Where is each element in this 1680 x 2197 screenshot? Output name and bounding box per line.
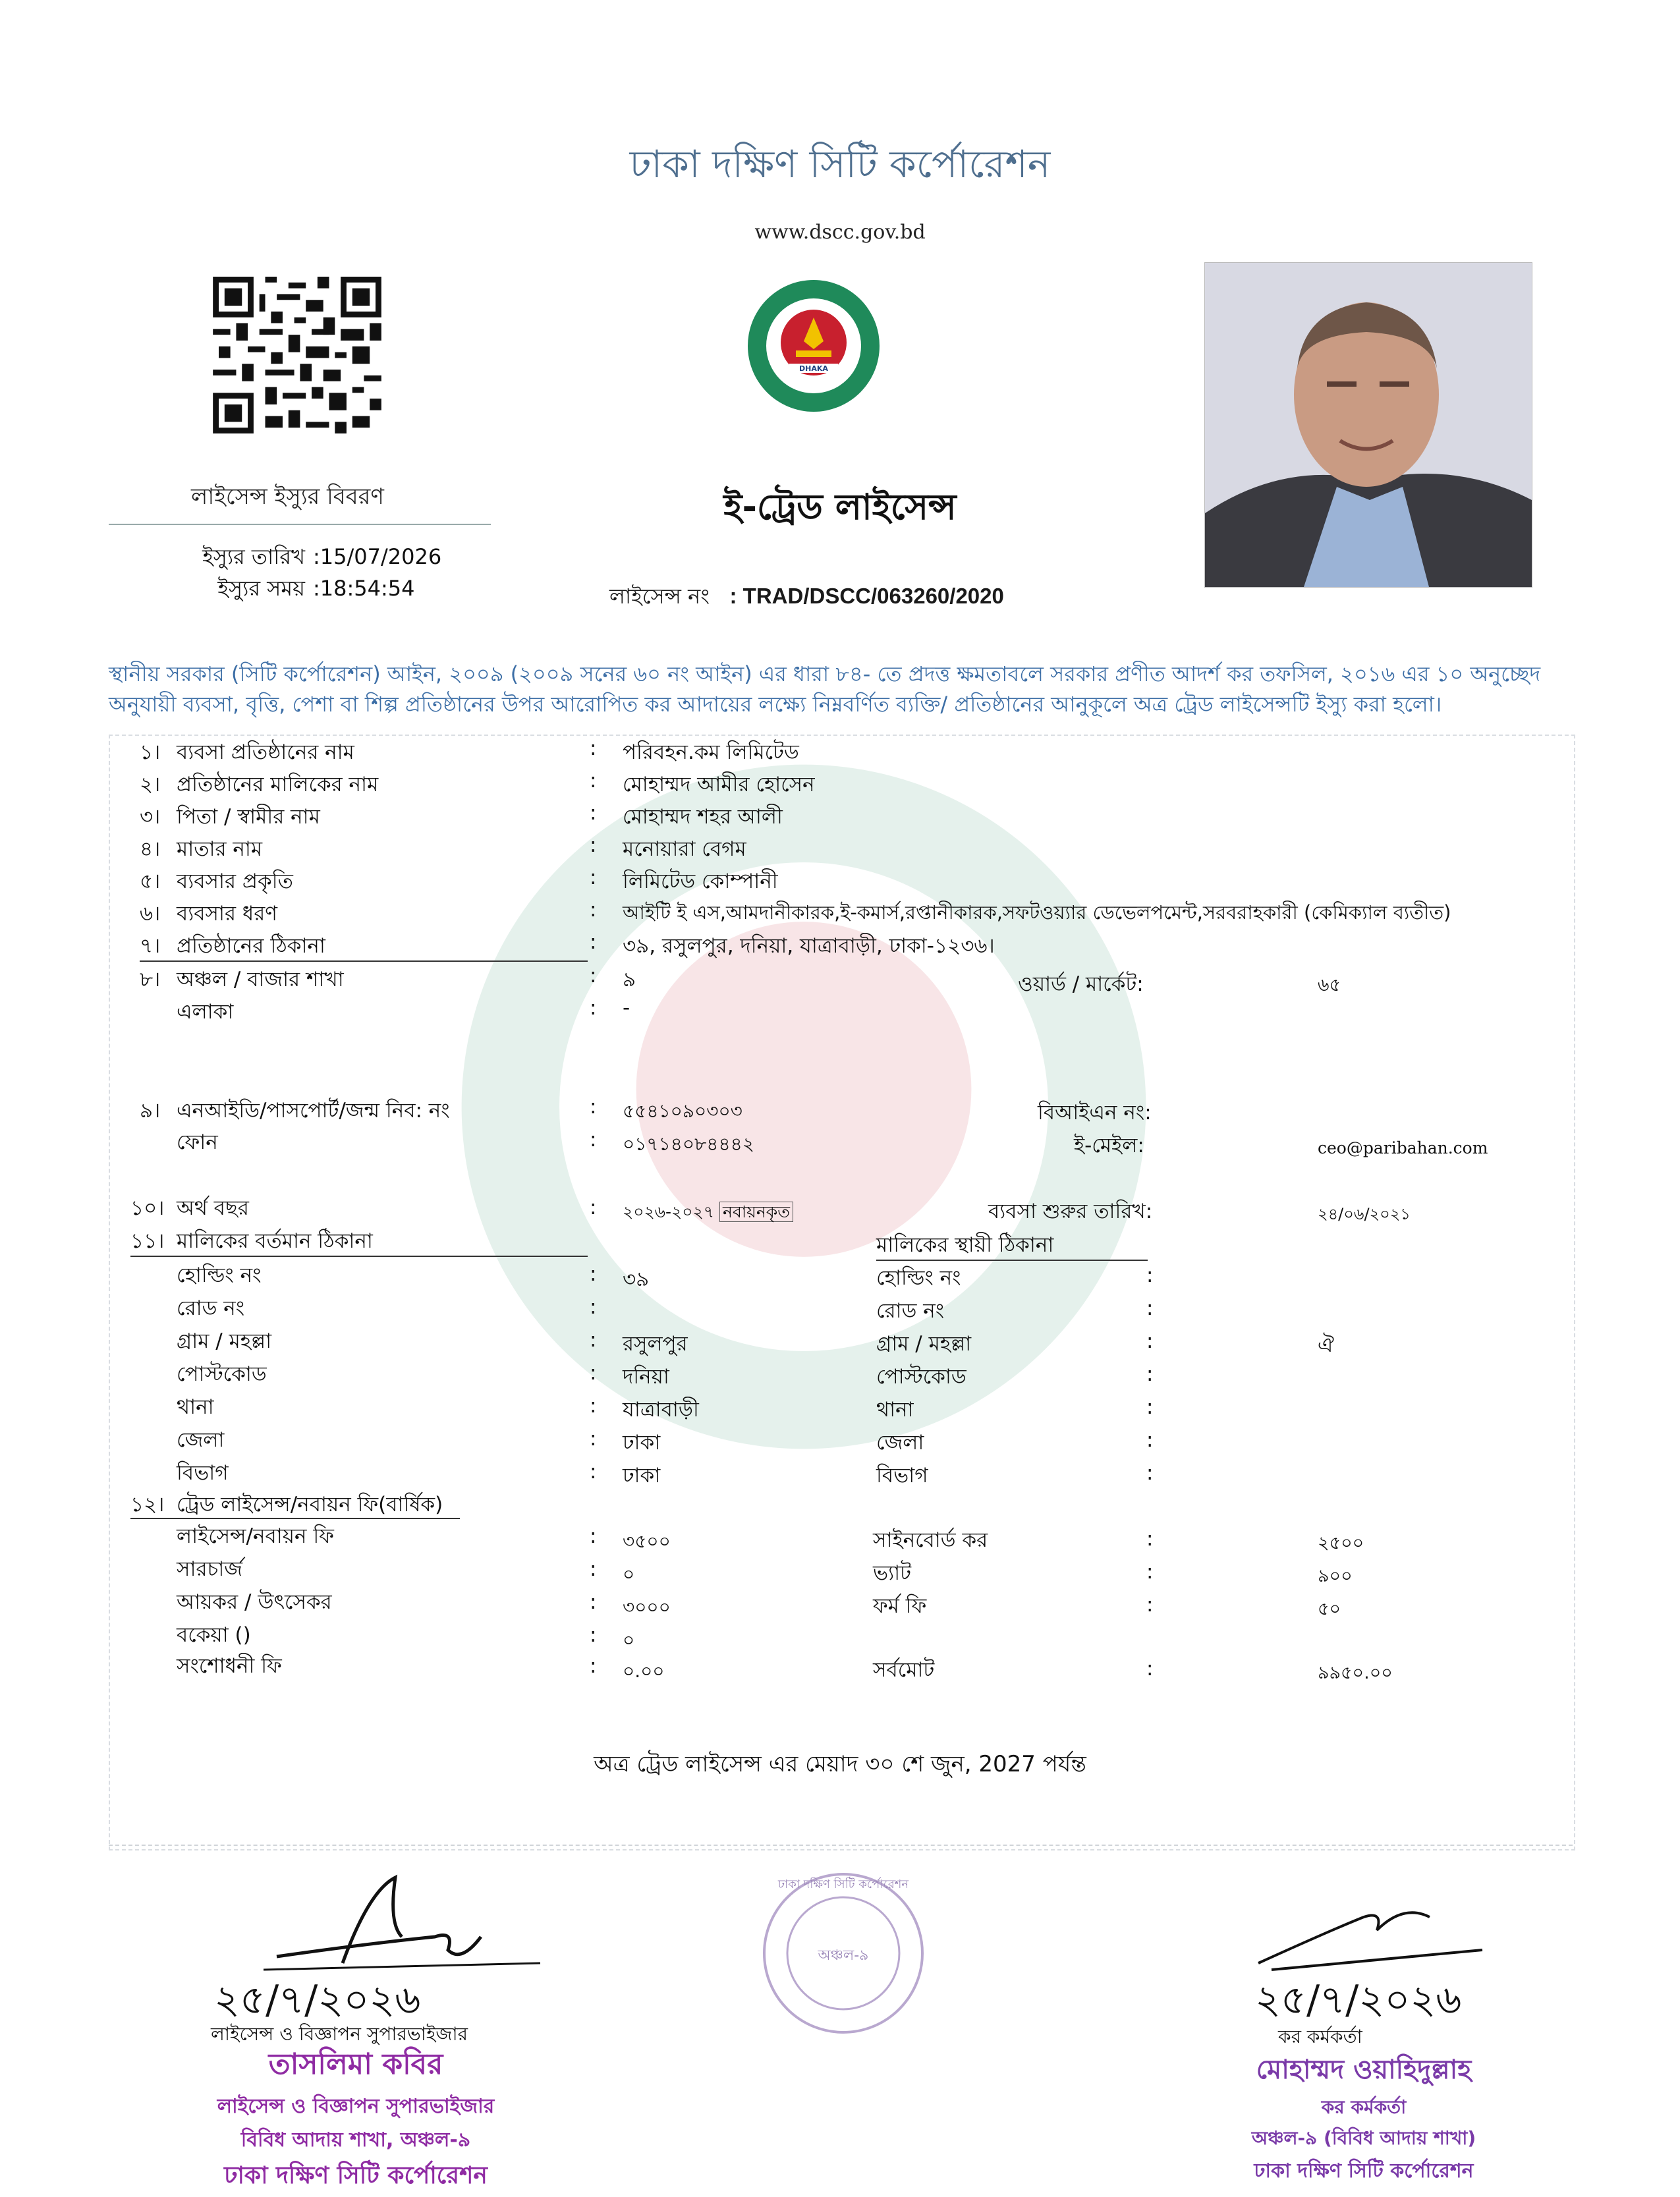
fee-license-value: ৩৫০০ [623,1530,671,1552]
addr-division-label: বিভাগ [177,1461,229,1485]
row3-colon: : [590,801,597,825]
row8-label: অঞ্চল / বাজার শাখা [177,968,344,991]
addr-road-colon: : [590,1295,597,1319]
email-value: ceo@paribahan.com [1318,1138,1488,1157]
seal-text: ঢাকা দক্ষিণ সিটি কর্পোরেশন [777,1877,909,1891]
row1-value: পরিবহন.কম লিমিটেড [623,740,799,764]
fee-license-colon: : [590,1524,597,1548]
fee-signboard-value: ২৫০০ [1318,1533,1364,1553]
right-officer-org: ঢাকা দক্ষিণ সিটি কর্পোরেশন [1254,2159,1474,2183]
issue-time-row [137,572,415,607]
email-label: ই-মেইল: [1074,1134,1144,1157]
row1-label: ব্যবসা প্রতিষ্ঠানের নাম [177,740,354,764]
row2-value: মোহাম্মদ আমীর হোসেন [623,773,815,796]
addr-village-colon: : [590,1328,597,1352]
left-officer-stamp [191,2042,520,2197]
row7-colon: : [590,930,597,954]
addr-road-label-perm: রোড নং [876,1299,945,1323]
addr-village-label: গ্রাম / মহল্লা [177,1329,272,1353]
fee-arrears-value: ০ [623,1629,635,1651]
renewal-note: নবায়নকৃত [719,1202,793,1222]
fee-arrears-label: বকেয়া () [177,1623,251,1647]
addr-village-label-perm: গ্রাম / মহল্লা [876,1332,972,1356]
row5-num: ৫। [140,870,161,893]
row6-label: ব্যবসার ধরণ [177,902,278,926]
addr-division-colon: : [590,1460,597,1484]
left-officer-org: ঢাকা দক্ষিণ সিটি কর্পোরেশন [224,2162,488,2189]
fee-total-colon: : [1146,1657,1154,1681]
addr-division-present: ঢাকা [623,1464,661,1488]
row2-colon: : [590,769,597,793]
fee-amendment-colon: : [590,1654,597,1678]
addr-thana-present: যাত্রাবাড়ী [623,1398,699,1422]
license-number-row [609,580,1004,615]
row4-num: ৪। [140,837,161,861]
row7-label: প্রতিষ্ঠানের ঠিকানা [177,934,325,958]
right-officer-branch: অঞ্চল-৯ (বিবিধ আদায় শাখা) [1251,2127,1476,2149]
area-label: এলাকা [177,1000,234,1024]
permanent-address-heading: মালিকের স্থায়ী ঠিকানা [876,1233,1054,1257]
addr-division-label-perm: বিভাগ [876,1464,928,1488]
issue-time-label: ইস্যুর সময় [217,576,305,601]
row12-num: ১২। [130,1493,165,1516]
left-officer-name: তাসলিমা কবির [268,2047,443,2081]
addr-holding-present: ৩৯ [623,1267,650,1291]
issue-date-label: ইস্যুর তারিখ [202,544,305,569]
addr-postcode-label-perm: পোস্টকোড [876,1365,966,1389]
row8-colon: : [590,964,597,987]
left-signature-caption: লাইসেন্স ও বিজ্ঞাপন সুপারভাইজার [211,2023,468,2045]
fee-signboard-label: সাইনবোর্ড কর [873,1528,988,1552]
addr-holding-colon: : [590,1262,597,1286]
addr-district-present: ঢাকা [623,1431,661,1455]
addr-road-label: রোড নং [177,1296,245,1320]
org-title: ঢাকা দক্ষিণ সিটি কর্পোরেশন [629,142,1051,186]
fee-vat-colon: : [1146,1560,1154,1584]
addr-road-perm-colon: : [1146,1296,1154,1320]
validity-text: অত্র ট্রেড লাইসেন্স এর মেয়াদ ৩০ শে জুন, 2027 পর্যন্ত [594,1751,1086,1777]
row3-num: ৩। [140,805,161,829]
fees-heading: ট্রেড লাইসেন্স/নবায়ন ফি(বার্ষিক) [177,1493,443,1516]
row9-num: ৯। [140,1099,161,1123]
right-officer-name: মোহাম্মদ ওয়াহিদুল্লাহ [1256,2055,1472,2085]
right-signature-caption: কর কর্মকর্তা [1278,2026,1362,2047]
row7-num: ৭। [140,934,161,958]
fee-form-label: ফর্ম ফি [873,1594,927,1618]
footer-divider [109,1845,1573,1846]
row5-value: লিমিটেড কোম্পানী [623,870,778,893]
row6-num: ৬। [140,902,161,926]
addr-district-perm-colon: : [1146,1428,1154,1452]
document-title: ই-ট্রেড লাইসেন্স [723,486,957,528]
fee-incometax-colon: : [590,1590,597,1614]
row1-num: ১। [140,740,161,764]
bin-label: বিআইএন নং: [1038,1101,1152,1125]
addr-division-perm-colon: : [1146,1461,1154,1485]
seal-zone: অঞ্চল-৯ [818,1947,869,1964]
fee-form-colon: : [1146,1593,1154,1617]
official-seal [754,1864,932,2042]
addr-district-label-perm: জেলা [876,1431,924,1455]
row9-value: ৫৫৪১০৯০৩০৩ [623,1100,742,1122]
issue-divider [109,524,491,525]
addr-holding-label-perm: হোল্ডিং নং [876,1266,961,1290]
issue-time-value: :18:54:54 [313,576,415,601]
right-signature-date: ২৫/৭/২০২৬ [1255,1977,1462,2023]
preamble-text: স্থানীয় সরকার (সিটি কর্পোরেশন) আইন, ২০০৯ (২০০৯ সনের ৬০ নং আইন) এর ধারা ৮৪- তে প্রদত্ত ক্ষমতাবলে সরকার প্রণীত আদর্শ কর তফসিল, ২০১৬ এর ১০ অনুচ্ছেদ অনুযায়ী ব্যবসা, বৃত্তি, পেশা বা শিল্প প্রতিষ্ঠানের উপর আরোপিত কর আদায়ের লক্ষ্যে নিম্নবর্ণিত ব্যক্তি/ প্রতিষ্ঠানের আনুকূলে অত্র ট্রেড লাইসেন্সটি ইস্যু করা হলো। [109,661,1541,717]
row6-value: আইটি ই এস,আমদানীকারক,ই-কমার্স,রপ্তানীকারক,সফটওয়্যার ডেভেলপমেন্ট,সরবরাহকারী (কেমিক্যাল ব্যতীত) [623,901,1451,924]
addr-thana-label: থানা [177,1395,214,1419]
row10-num: ১০। [130,1196,165,1220]
row4-value: মনোয়ারা বেগম [623,837,746,861]
present-address-heading: মালিকের বর্তমান ঠিকানা [177,1229,373,1253]
issue-date-value: :15/07/2026 [313,544,442,569]
fee-surcharge-colon: : [590,1557,597,1581]
row4-label: মাতার নাম [177,837,263,861]
row9-label: এনআইডি/পাসপোর্ট/জন্ম নিব: নং [177,1099,450,1123]
fee-vat-value: ৯০০ [1318,1566,1353,1586]
qr-code [212,277,382,433]
fee-surcharge-value: ০ [623,1563,635,1585]
row7-underline [140,960,588,962]
addr-village-perm-colon: : [1146,1329,1154,1353]
fee-arrears-colon: : [590,1623,597,1647]
fee-total-value: ৯৯৫০.০০ [1318,1663,1393,1683]
website: www.dscc.gov.bd [754,221,926,244]
row9-colon: : [590,1095,597,1119]
license-number: : TRAD/DSCC/063260/2020 [729,584,1004,608]
addr-district-colon: : [590,1427,597,1451]
row2-label: প্রতিষ্ঠানের মালিকের নাম [177,773,379,796]
dscc-emblem [744,277,883,415]
issue-heading: লাইসেন্স ইস্যুর বিবরণ [191,484,384,510]
addr-postcode-colon: : [590,1361,597,1385]
row8-value: ৯ [623,968,636,991]
fee-incometax-value: ৩০০০ [623,1596,671,1618]
license-number-label: লাইসেন্স নং [609,584,710,609]
fee-surcharge-label: সারচার্জ [177,1557,242,1581]
addr-village-present: রসুলপুর [623,1332,688,1356]
row1-colon: : [590,737,597,760]
row10-colon: : [590,1196,597,1219]
fee-vat-label: ভ্যাট [873,1561,911,1585]
row2-num: ২। [140,773,161,796]
fee-license-label: লাইসেন্স/নবায়ন ফি [177,1524,334,1548]
right-officer-title: কর কর্মকর্তা [1321,2096,1407,2118]
fee-amendment-value: ০.০০ [623,1660,665,1682]
row8-num: ৮। [140,968,161,991]
right-officer-stamp [1206,2049,1522,2188]
row3-value: মোহাম্মদ শহর আলী [623,805,783,829]
phone-colon: : [590,1128,597,1152]
addr-village-permanent: ঐ [1318,1333,1334,1357]
area-colon: : [590,996,597,1020]
left-officer-title: লাইসেন্স ও বিজ্ঞাপন সুপারভাইজার [217,2095,495,2118]
permanent-heading-underline [876,1260,1148,1261]
row3-label: পিতা / স্বামীর নাম [177,805,320,829]
addr-district-label: জেলা [177,1428,225,1452]
ward-label: ওয়ার্ড / মার্কেট: [1018,972,1144,996]
addr-postcode-present: দনিয়া [623,1365,669,1389]
phone-label: ফোন [177,1130,218,1154]
row5-label: ব্যবসার প্রকৃতি [177,870,293,893]
issue-date-row [137,540,441,576]
row7-value: ৩৯, রসুলপুর, দনিয়া, যাত্রাবাড়ী, ঢাকা-১২৩৬। [623,934,995,958]
addr-thana-perm-colon: : [1146,1395,1154,1419]
addr-thana-label-perm: থানা [876,1398,914,1422]
ward-value: ৬৫ [1318,975,1341,995]
fee-signboard-colon: : [1146,1527,1154,1551]
emblem-label: DHAKA [799,364,828,373]
row10-value [623,1199,793,1227]
row11-num: ১১। [130,1229,165,1253]
start-date-label: ব্যবসা শুরুর তারিখ: [988,1200,1153,1223]
left-signature-date: ২৫/৭/২০২৬ [214,1977,421,2023]
addr-holding-label: হোল্ডিং নং [177,1264,262,1287]
addr-postcode-label: পোস্টকোড [177,1362,267,1386]
row6-colon: : [590,898,597,922]
area-value: - [623,996,630,1020]
row10-label: অর্থ বছর [177,1196,249,1220]
fee-form-value: ৫০ [1318,1599,1341,1619]
addr-holding-perm-colon: : [1146,1264,1154,1287]
row4-colon: : [590,833,597,857]
row5-colon: : [590,866,597,889]
fees-heading-underline [130,1518,460,1519]
phone-value: ০১৭১৪০৮৪৪৪২ [623,1133,755,1155]
present-heading-underline [130,1256,588,1257]
left-officer-branch: বিবিধ আদায় শাখা, অঞ্চল-৯ [240,2128,471,2152]
addr-thana-colon: : [590,1394,597,1418]
start-date-value: ২৪/০৬/২০২১ [1318,1205,1411,1223]
fiscal-year: ২০২৬-২০২৭ [623,1202,715,1221]
fee-incometax-label: আয়কর / উৎসেকর [177,1590,332,1614]
fee-amendment-label: সংশোধনী ফি [177,1654,282,1678]
addr-postcode-perm-colon: : [1146,1362,1154,1386]
fee-total-label: সর্বমোট [873,1658,935,1682]
